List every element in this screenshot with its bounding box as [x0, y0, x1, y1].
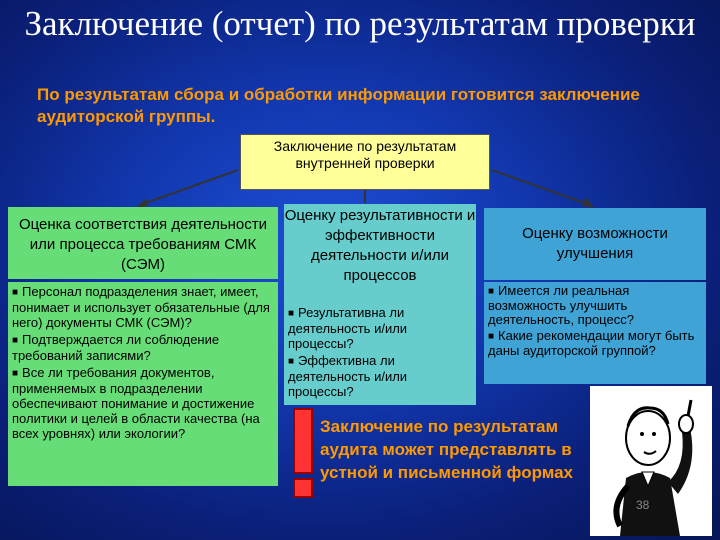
bullet-icon: ■	[12, 335, 19, 346]
list-item-text: Имеется ли реальная возможность улучшить деятельность, процесс?	[488, 283, 634, 327]
list-item-text: Подтверждается ли соблюдение требований записями?	[12, 332, 220, 363]
list-item	[12, 284, 274, 330]
middle-details-box	[284, 303, 476, 405]
list-item-text: Результативна ли деятельность и/или процессы?	[288, 305, 408, 351]
list-item	[12, 365, 274, 441]
list-item	[488, 284, 702, 327]
bullet-icon: ■	[12, 287, 19, 298]
intro-text: По результатам сбора и обработки информации готовится заключение аудиторской группы.	[37, 85, 640, 126]
left-heading-box: Оценка соответствия деятельности или процесса требованиям СМК (СЭМ)	[8, 207, 278, 279]
list-item	[288, 305, 472, 351]
list-item	[12, 332, 274, 363]
right-heading-box: Оценку возможности улучшения	[484, 208, 706, 280]
exclamation-icon	[288, 405, 318, 505]
list-item-text: Эффективна ли деятельность и/или процессы?	[288, 353, 408, 399]
top-conclusion-box: Заключение по результатам внутренней проверки	[240, 134, 490, 190]
bullet-icon: ■	[288, 308, 295, 319]
list-item	[488, 329, 702, 358]
right-details-box	[484, 282, 706, 384]
bullet-icon: ■	[488, 331, 495, 342]
list-item	[288, 353, 472, 399]
middle-heading-box: Оценку результативности и эффективности деятельности и/или процессов	[284, 204, 476, 304]
list-item-text: Персонал подразделения знает, имеет, понимает и использует обязательные (для него) документы СМК (СЭМ)?	[12, 284, 270, 330]
page-number: 38	[636, 498, 650, 512]
conclusion-text: Заключение по результатам аудита может представлять в устной и письменной формах	[320, 417, 574, 482]
bullet-icon: ■	[488, 286, 495, 297]
list-item-text: Все ли требования документов, применяемых в подразделении обеспечивают понимание и достижение политики и целей в области качества (на всех уровнях) или экологии?	[12, 365, 260, 441]
left-details-box	[8, 282, 278, 486]
bullet-icon: ■	[288, 356, 295, 367]
bullet-icon: ■	[12, 368, 19, 379]
slide-title: Заключение (отчет) по результатам проверки	[24, 4, 696, 43]
thinking-man-illustration-icon	[590, 386, 712, 536]
list-item-text: Какие рекомендации могут быть даны аудиторской группой?	[488, 328, 695, 358]
